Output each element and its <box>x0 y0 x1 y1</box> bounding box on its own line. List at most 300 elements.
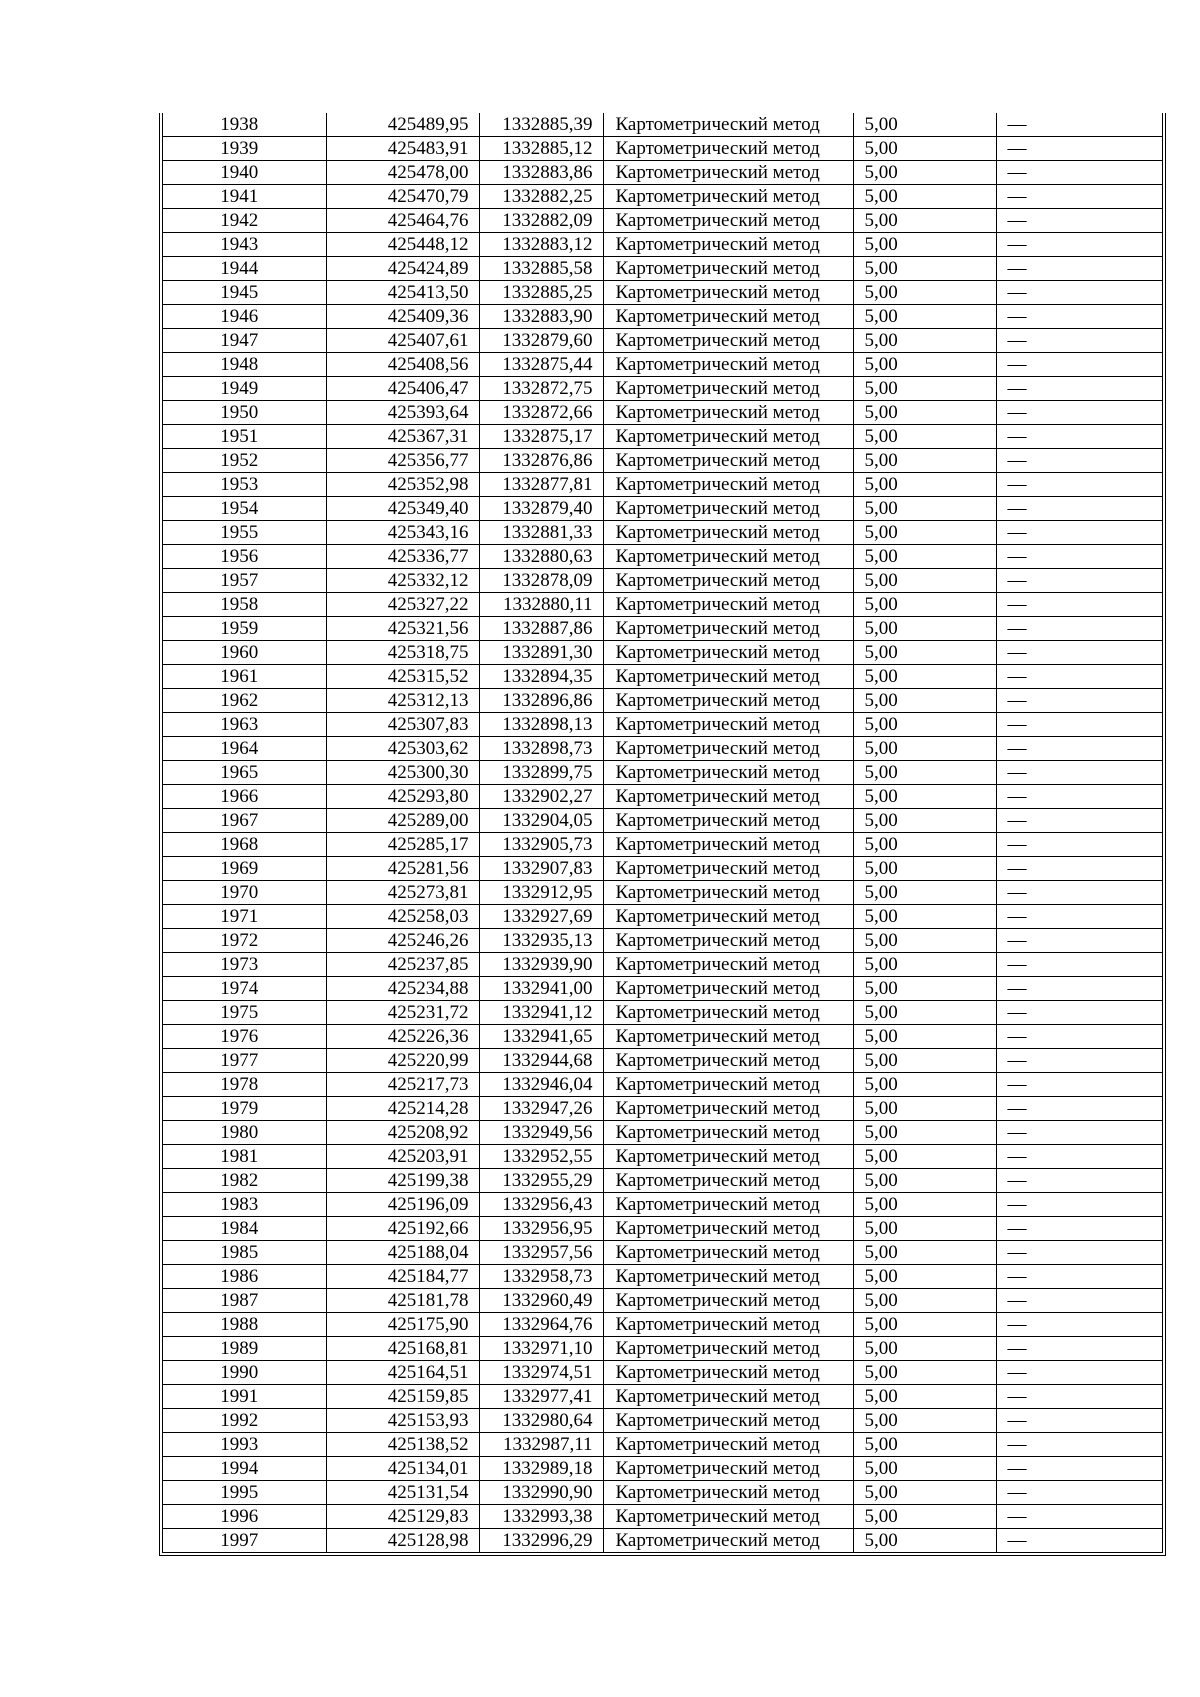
coordinates-table <box>163 113 1162 1552</box>
x-coordinate-cell: 425367,31 <box>326 425 479 449</box>
table-row <box>163 521 1162 545</box>
description-cell: — <box>996 401 1162 425</box>
accuracy-cell: 5,00 <box>853 1169 996 1193</box>
accuracy-cell: 5,00 <box>853 905 996 929</box>
point-number-cell: 1939 <box>163 137 326 161</box>
description-cell: — <box>996 473 1162 497</box>
x-coordinate-cell: 425464,76 <box>326 209 479 233</box>
y-coordinate-cell: 1332935,13 <box>479 929 603 953</box>
method-cell: Картометрический метод <box>603 1097 853 1121</box>
point-number-cell: 1975 <box>163 1001 326 1025</box>
method-cell: Картометрический метод <box>603 1529 853 1553</box>
table-row <box>163 1409 1162 1433</box>
method-cell: Картометрический метод <box>603 401 853 425</box>
table-row <box>163 1289 1162 1313</box>
x-coordinate-cell: 425208,92 <box>326 1121 479 1145</box>
x-coordinate-cell: 425483,91 <box>326 137 479 161</box>
point-number-cell: 1951 <box>163 425 326 449</box>
point-number-cell: 1955 <box>163 521 326 545</box>
accuracy-cell: 5,00 <box>853 1073 996 1097</box>
description-cell: — <box>996 977 1162 1001</box>
x-coordinate-cell: 425408,56 <box>326 353 479 377</box>
description-cell: — <box>996 449 1162 473</box>
x-coordinate-cell: 425159,85 <box>326 1385 479 1409</box>
description-cell: — <box>996 689 1162 713</box>
accuracy-cell: 5,00 <box>853 1193 996 1217</box>
y-coordinate-cell: 1332939,90 <box>479 953 603 977</box>
table-row <box>163 113 1162 137</box>
method-cell: Картометрический метод <box>603 713 853 737</box>
y-coordinate-cell: 1332878,09 <box>479 569 603 593</box>
table-row <box>163 1097 1162 1121</box>
method-cell: Картометрический метод <box>603 1361 853 1385</box>
y-coordinate-cell: 1332898,73 <box>479 737 603 761</box>
y-coordinate-cell: 1332956,95 <box>479 1217 603 1241</box>
point-number-cell: 1954 <box>163 497 326 521</box>
table-row <box>163 209 1162 233</box>
method-cell: Картометрический метод <box>603 1001 853 1025</box>
method-cell: Картометрический метод <box>603 1385 853 1409</box>
y-coordinate-cell: 1332956,43 <box>479 1193 603 1217</box>
method-cell: Картометрический метод <box>603 833 853 857</box>
x-coordinate-cell: 425234,88 <box>326 977 479 1001</box>
description-cell: — <box>996 1385 1162 1409</box>
accuracy-cell: 5,00 <box>853 1265 996 1289</box>
y-coordinate-cell: 1332883,86 <box>479 161 603 185</box>
y-coordinate-cell: 1332949,56 <box>479 1121 603 1145</box>
method-cell: Картометрический метод <box>603 1073 853 1097</box>
method-cell: Картометрический метод <box>603 329 853 353</box>
description-cell: — <box>996 1121 1162 1145</box>
accuracy-cell: 5,00 <box>853 641 996 665</box>
method-cell: Картометрический метод <box>603 1049 853 1073</box>
point-number-cell: 1976 <box>163 1025 326 1049</box>
accuracy-cell: 5,00 <box>853 281 996 305</box>
description-cell: — <box>996 1145 1162 1169</box>
y-coordinate-cell: 1332883,90 <box>479 305 603 329</box>
description-cell: — <box>996 521 1162 545</box>
y-coordinate-cell: 1332941,12 <box>479 1001 603 1025</box>
point-number-cell: 1986 <box>163 1265 326 1289</box>
x-coordinate-cell: 425168,81 <box>326 1337 479 1361</box>
table-row <box>163 305 1162 329</box>
description-cell: — <box>996 545 1162 569</box>
description-cell: — <box>996 329 1162 353</box>
y-coordinate-cell: 1332952,55 <box>479 1145 603 1169</box>
point-number-cell: 1941 <box>163 185 326 209</box>
method-cell: Картометрический метод <box>603 305 853 329</box>
table-row <box>163 929 1162 953</box>
method-cell: Картометрический метод <box>603 641 853 665</box>
accuracy-cell: 5,00 <box>853 545 996 569</box>
y-coordinate-cell: 1332882,09 <box>479 209 603 233</box>
description-cell: — <box>996 665 1162 689</box>
description-cell: — <box>996 233 1162 257</box>
point-number-cell: 1946 <box>163 305 326 329</box>
accuracy-cell: 5,00 <box>853 1409 996 1433</box>
y-coordinate-cell: 1332898,13 <box>479 713 603 737</box>
point-number-cell: 1970 <box>163 881 326 905</box>
y-coordinate-cell: 1332907,83 <box>479 857 603 881</box>
y-coordinate-cell: 1332960,49 <box>479 1289 603 1313</box>
point-number-cell: 1996 <box>163 1505 326 1529</box>
table-row <box>163 1313 1162 1337</box>
point-number-cell: 1979 <box>163 1097 326 1121</box>
accuracy-cell: 5,00 <box>853 305 996 329</box>
point-number-cell: 1983 <box>163 1193 326 1217</box>
x-coordinate-cell: 425318,75 <box>326 641 479 665</box>
method-cell: Картометрический метод <box>603 1409 853 1433</box>
x-coordinate-cell: 425226,36 <box>326 1025 479 1049</box>
point-number-cell: 1938 <box>163 113 326 137</box>
y-coordinate-cell: 1332990,90 <box>479 1481 603 1505</box>
method-cell: Картометрический метод <box>603 785 853 809</box>
method-cell: Картометрический метод <box>603 449 853 473</box>
method-cell: Картометрический метод <box>603 905 853 929</box>
accuracy-cell: 5,00 <box>853 737 996 761</box>
description-cell: — <box>996 1241 1162 1265</box>
point-number-cell: 1992 <box>163 1409 326 1433</box>
x-coordinate-cell: 425407,61 <box>326 329 479 353</box>
method-cell: Картометрический метод <box>603 137 853 161</box>
y-coordinate-cell: 1332941,00 <box>479 977 603 1001</box>
table-row <box>163 377 1162 401</box>
point-number-cell: 1969 <box>163 857 326 881</box>
table-row <box>163 1145 1162 1169</box>
method-cell: Картометрический метод <box>603 161 853 185</box>
table-row <box>163 857 1162 881</box>
method-cell: Картометрический метод <box>603 1241 853 1265</box>
description-cell: — <box>996 785 1162 809</box>
accuracy-cell: 5,00 <box>853 665 996 689</box>
x-coordinate-cell: 425281,56 <box>326 857 479 881</box>
y-coordinate-cell: 1332891,30 <box>479 641 603 665</box>
method-cell: Картометрический метод <box>603 1313 853 1337</box>
x-coordinate-cell: 425192,66 <box>326 1217 479 1241</box>
table-row <box>163 473 1162 497</box>
accuracy-cell: 5,00 <box>853 161 996 185</box>
y-coordinate-cell: 1332964,76 <box>479 1313 603 1337</box>
method-cell: Картометрический метод <box>603 521 853 545</box>
accuracy-cell: 5,00 <box>853 1505 996 1529</box>
x-coordinate-cell: 425196,09 <box>326 1193 479 1217</box>
y-coordinate-cell: 1332974,51 <box>479 1361 603 1385</box>
method-cell: Картометрический метод <box>603 1217 853 1241</box>
point-number-cell: 1985 <box>163 1241 326 1265</box>
description-cell: — <box>996 1505 1162 1529</box>
accuracy-cell: 5,00 <box>853 761 996 785</box>
point-number-cell: 1971 <box>163 905 326 929</box>
x-coordinate-cell: 425181,78 <box>326 1289 479 1313</box>
x-coordinate-cell: 425129,83 <box>326 1505 479 1529</box>
table-row <box>163 185 1162 209</box>
accuracy-cell: 5,00 <box>853 713 996 737</box>
point-number-cell: 1994 <box>163 1457 326 1481</box>
description-cell: — <box>996 1265 1162 1289</box>
accuracy-cell: 5,00 <box>853 1121 996 1145</box>
x-coordinate-cell: 425128,98 <box>326 1529 479 1553</box>
accuracy-cell: 5,00 <box>853 1049 996 1073</box>
point-number-cell: 1961 <box>163 665 326 689</box>
accuracy-cell: 5,00 <box>853 977 996 1001</box>
description-cell: — <box>996 1409 1162 1433</box>
accuracy-cell: 5,00 <box>853 929 996 953</box>
accuracy-cell: 5,00 <box>853 1001 996 1025</box>
accuracy-cell: 5,00 <box>853 857 996 881</box>
method-cell: Картометрический метод <box>603 113 853 137</box>
point-number-cell: 1952 <box>163 449 326 473</box>
table-row <box>163 1337 1162 1361</box>
y-coordinate-cell: 1332883,12 <box>479 233 603 257</box>
x-coordinate-cell: 425246,26 <box>326 929 479 953</box>
accuracy-cell: 5,00 <box>853 1145 996 1169</box>
x-coordinate-cell: 425393,64 <box>326 401 479 425</box>
method-cell: Картометрический метод <box>603 473 853 497</box>
description-cell: — <box>996 1337 1162 1361</box>
point-number-cell: 1980 <box>163 1121 326 1145</box>
x-coordinate-cell: 425470,79 <box>326 185 479 209</box>
table-row <box>163 1193 1162 1217</box>
method-cell: Картометрический метод <box>603 233 853 257</box>
y-coordinate-cell: 1332977,41 <box>479 1385 603 1409</box>
accuracy-cell: 5,00 <box>853 497 996 521</box>
point-number-cell: 1997 <box>163 1529 326 1553</box>
method-cell: Картометрический метод <box>603 1457 853 1481</box>
x-coordinate-cell: 425312,13 <box>326 689 479 713</box>
description-cell: — <box>996 1313 1162 1337</box>
description-cell: — <box>996 761 1162 785</box>
y-coordinate-cell: 1332944,68 <box>479 1049 603 1073</box>
description-cell: — <box>996 1169 1162 1193</box>
y-coordinate-cell: 1332879,40 <box>479 497 603 521</box>
accuracy-cell: 5,00 <box>853 1337 996 1361</box>
y-coordinate-cell: 1332955,29 <box>479 1169 603 1193</box>
table-row <box>163 545 1162 569</box>
table-row <box>163 1049 1162 1073</box>
description-cell: — <box>996 929 1162 953</box>
coordinates-table-container <box>159 113 1166 1556</box>
x-coordinate-cell: 425356,77 <box>326 449 479 473</box>
x-coordinate-cell: 425303,62 <box>326 737 479 761</box>
y-coordinate-cell: 1332947,26 <box>479 1097 603 1121</box>
accuracy-cell: 5,00 <box>853 689 996 713</box>
table-row <box>163 401 1162 425</box>
y-coordinate-cell: 1332880,63 <box>479 545 603 569</box>
point-number-cell: 1942 <box>163 209 326 233</box>
description-cell: — <box>996 257 1162 281</box>
accuracy-cell: 5,00 <box>853 329 996 353</box>
table-row <box>163 833 1162 857</box>
description-cell: — <box>996 617 1162 641</box>
description-cell: — <box>996 1001 1162 1025</box>
method-cell: Картометрический метод <box>603 1433 853 1457</box>
y-coordinate-cell: 1332872,66 <box>479 401 603 425</box>
coordinates-table-body <box>163 113 1162 1552</box>
x-coordinate-cell: 425424,89 <box>326 257 479 281</box>
description-cell: — <box>996 713 1162 737</box>
point-number-cell: 1947 <box>163 329 326 353</box>
accuracy-cell: 5,00 <box>853 1457 996 1481</box>
x-coordinate-cell: 425217,73 <box>326 1073 479 1097</box>
accuracy-cell: 5,00 <box>853 185 996 209</box>
description-cell: — <box>996 281 1162 305</box>
description-cell: — <box>1007 1530 1027 1551</box>
point-number-cell: 1967 <box>163 809 326 833</box>
table-row <box>163 137 1162 161</box>
accuracy-cell: 5,00 <box>853 1289 996 1313</box>
method-cell: Картометрический метод <box>603 665 853 689</box>
table-row <box>163 1385 1162 1409</box>
point-number-cell: 1943 <box>163 233 326 257</box>
description-cell: — <box>996 905 1162 929</box>
accuracy-cell: 5,00 <box>853 401 996 425</box>
point-number-cell: 1988 <box>163 1313 326 1337</box>
description-cell: — <box>996 377 1162 401</box>
table-row <box>163 257 1162 281</box>
table-row <box>163 905 1162 929</box>
y-coordinate-cell: 1332880,11 <box>479 593 603 617</box>
description-cell: — <box>996 857 1162 881</box>
description-cell: — <box>996 353 1162 377</box>
x-coordinate-cell: 425321,56 <box>326 617 479 641</box>
point-number-cell: 1990 <box>163 1361 326 1385</box>
accuracy-cell: 5,00 <box>853 785 996 809</box>
table-row <box>163 689 1162 713</box>
accuracy-cell: 5,00 <box>853 569 996 593</box>
point-number-cell: 1984 <box>163 1217 326 1241</box>
method-cell: Картометрический метод <box>603 1505 853 1529</box>
table-row <box>163 737 1162 761</box>
accuracy-cell: 5,00 <box>853 1241 996 1265</box>
point-number-cell: 1944 <box>163 257 326 281</box>
y-coordinate-cell: 1332946,04 <box>479 1073 603 1097</box>
x-coordinate-cell: 425489,95 <box>326 113 479 137</box>
description-cell: — <box>996 953 1162 977</box>
y-coordinate-cell: 1332987,11 <box>479 1433 603 1457</box>
description-cell: — <box>996 1217 1162 1241</box>
accuracy-cell: 5,00 <box>853 953 996 977</box>
table-row <box>163 1265 1162 1289</box>
x-coordinate-cell: 425307,83 <box>326 713 479 737</box>
method-cell: Картометрический метод <box>603 1337 853 1361</box>
table-row <box>163 1361 1162 1385</box>
y-coordinate-cell: 1332872,75 <box>479 377 603 401</box>
point-number-cell: 1953 <box>163 473 326 497</box>
accuracy-cell: 5,00 <box>853 425 996 449</box>
method-cell: Картометрический метод <box>603 353 853 377</box>
method-cell: Картометрический метод <box>603 185 853 209</box>
point-number-cell: 1960 <box>163 641 326 665</box>
x-coordinate-cell: 425336,77 <box>326 545 479 569</box>
point-number-cell: 1949 <box>163 377 326 401</box>
table-row <box>163 761 1162 785</box>
table-row <box>163 593 1162 617</box>
description-cell: — <box>996 1457 1162 1481</box>
table-row <box>163 161 1162 185</box>
x-coordinate-cell: 425352,98 <box>326 473 479 497</box>
x-coordinate-cell: 425293,80 <box>326 785 479 809</box>
method-cell: Картометрический метод <box>603 497 853 521</box>
x-coordinate-cell: 425231,72 <box>326 1001 479 1025</box>
method-cell: Картометрический метод <box>603 425 853 449</box>
y-coordinate-cell: 1332887,86 <box>479 617 603 641</box>
table-row <box>163 1241 1162 1265</box>
x-coordinate-cell: 425220,99 <box>326 1049 479 1073</box>
table-row <box>163 353 1162 377</box>
accuracy-cell: 5,00 <box>853 473 996 497</box>
y-coordinate-cell: 1332876,86 <box>479 449 603 473</box>
point-number-cell: 1968 <box>163 833 326 857</box>
point-number-cell: 1995 <box>163 1481 326 1505</box>
method-cell: Картометрический метод <box>603 1025 853 1049</box>
point-number-cell: 1982 <box>163 1169 326 1193</box>
description-cell: — <box>996 185 1162 209</box>
x-coordinate-cell: 425199,38 <box>326 1169 479 1193</box>
point-number-cell: 1977 <box>163 1049 326 1073</box>
table-row <box>163 425 1162 449</box>
table-row <box>163 233 1162 257</box>
method-cell: Картометрический метод <box>603 977 853 1001</box>
accuracy-cell: 5,00 <box>853 1481 996 1505</box>
y-coordinate-cell: 1332881,33 <box>479 521 603 545</box>
description-cell: — <box>996 737 1162 761</box>
x-coordinate-cell: 425285,17 <box>326 833 479 857</box>
accuracy-cell: 5,00 <box>853 233 996 257</box>
table-row <box>163 1001 1162 1025</box>
table-row <box>163 1025 1162 1049</box>
method-cell: Картометрический метод <box>603 857 853 881</box>
x-coordinate-cell: 425300,30 <box>326 761 479 785</box>
x-coordinate-cell: 425327,22 <box>326 593 479 617</box>
table-row <box>163 1505 1162 1529</box>
table-row <box>163 281 1162 305</box>
description-cell: — <box>996 833 1162 857</box>
x-coordinate-cell: 425153,93 <box>326 1409 479 1433</box>
description-cell: — <box>996 1097 1162 1121</box>
description-cell: — <box>996 1481 1162 1505</box>
x-coordinate-cell: 425349,40 <box>326 497 479 521</box>
x-coordinate-cell: 425134,01 <box>326 1457 479 1481</box>
x-coordinate-cell: 425188,04 <box>326 1241 479 1265</box>
accuracy-cell: 5,00 <box>853 617 996 641</box>
accuracy-cell: 5,00 <box>853 809 996 833</box>
accuracy-cell: 5,00 <box>853 521 996 545</box>
y-coordinate-cell: 1332875,17 <box>479 425 603 449</box>
description-cell: — <box>996 1193 1162 1217</box>
description-cell: — <box>996 1025 1162 1049</box>
accuracy-cell: 5,00 <box>853 449 996 473</box>
table-row <box>163 881 1162 905</box>
point-number-cell: 1950 <box>163 401 326 425</box>
method-cell: Картометрический метод <box>603 1289 853 1313</box>
accuracy-cell: 5,00 <box>853 113 996 137</box>
method-cell: Картометрический метод <box>603 209 853 233</box>
y-coordinate-cell: 1332957,56 <box>479 1241 603 1265</box>
point-number-cell: 1959 <box>163 617 326 641</box>
description-cell: — <box>996 497 1162 521</box>
point-number-cell: 1945 <box>163 281 326 305</box>
x-coordinate-cell: 425289,00 <box>326 809 479 833</box>
x-coordinate-cell: 425315,52 <box>326 665 479 689</box>
table-row <box>163 977 1162 1001</box>
method-cell: Картометрический метод <box>603 1265 853 1289</box>
accuracy-cell: 5,00 <box>853 257 996 281</box>
x-coordinate-cell: 425237,85 <box>326 953 479 977</box>
x-coordinate-cell: 425138,52 <box>326 1433 479 1457</box>
point-number-cell: 1958 <box>163 593 326 617</box>
y-coordinate-cell: 1332894,35 <box>479 665 603 689</box>
y-coordinate-cell: 1332996,29 <box>479 1529 603 1553</box>
